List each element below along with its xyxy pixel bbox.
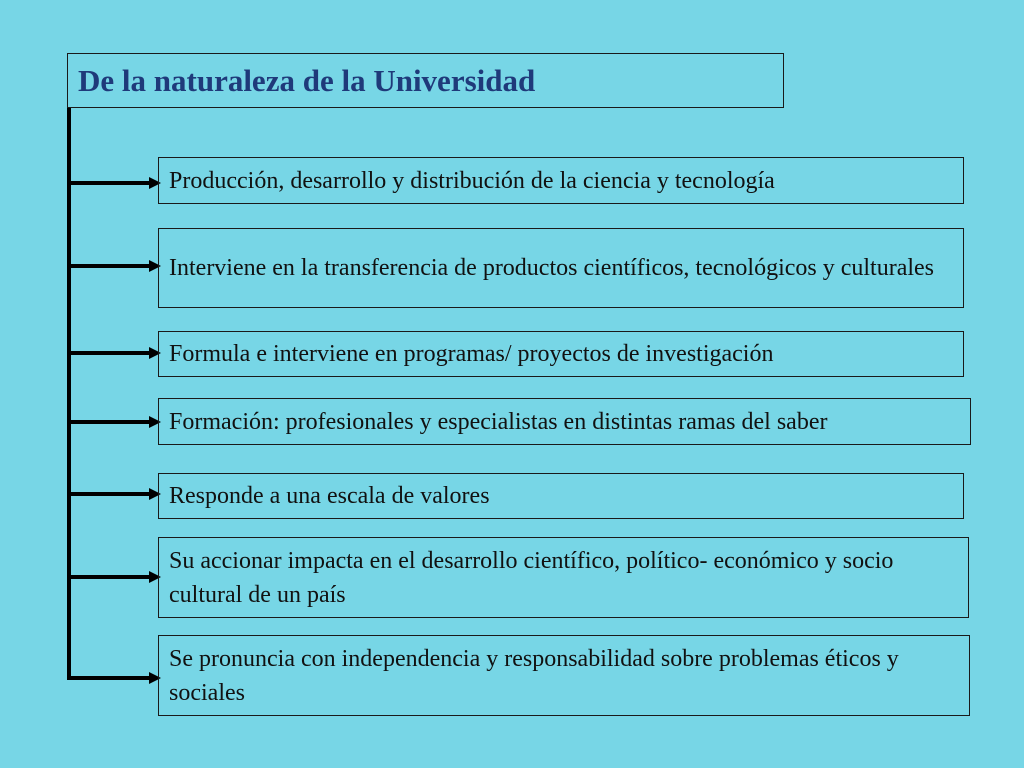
connector-arrow-5 xyxy=(69,486,161,502)
trunk-line xyxy=(67,108,71,680)
item-box-1 xyxy=(158,157,964,204)
connector-arrow-1 xyxy=(69,175,161,191)
item-text-2: Interviene en la transferencia de productos científicos, tecnológicos y culturales xyxy=(169,255,935,281)
connector-arrow-4 xyxy=(69,414,161,430)
item-box-3 xyxy=(158,331,964,377)
title-box xyxy=(67,53,784,108)
connector-arrow-3 xyxy=(69,345,161,361)
item-text-7: Se pronuncia con independencia y responsabilidad sobre problemas éticos y sociales xyxy=(169,645,899,706)
connector-arrow-7 xyxy=(69,670,161,686)
item-text-4: Formación: profesionales y especialistas en distintas ramas del saber xyxy=(169,408,828,435)
connector-arrow-2 xyxy=(69,258,161,274)
item-text-3: Formula e interviene en programas/ proyectos de investigación xyxy=(169,341,774,367)
item-box-5 xyxy=(158,473,964,519)
item-box-7 xyxy=(158,635,970,716)
item-box-4 xyxy=(158,398,971,445)
diagram-title: De la naturaleza de la Universidad xyxy=(78,63,536,98)
item-box-2 xyxy=(158,228,964,308)
item-text-6: Su accionar impacta en el desarrollo científico, político- económico y socio cultural de un país xyxy=(169,547,894,608)
connector-arrow-6 xyxy=(69,569,161,585)
item-box-6 xyxy=(158,537,969,618)
item-text-1: Producción, desarrollo y distribución de la ciencia y tecnología xyxy=(169,167,775,194)
item-text-5: Responde a una escala de valores xyxy=(169,483,490,509)
